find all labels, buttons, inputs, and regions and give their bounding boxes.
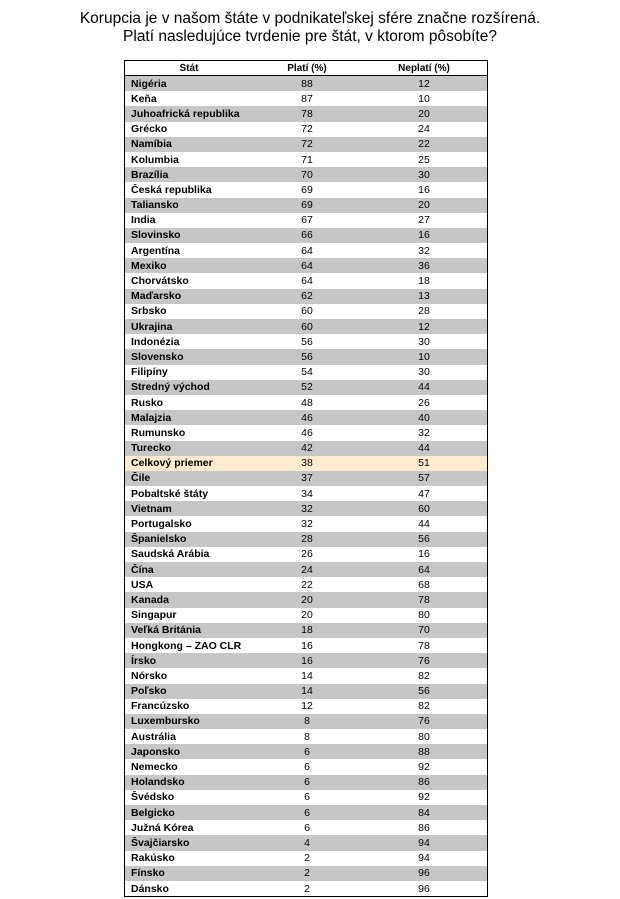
cell-applies: 14 [301,669,313,682]
table-row [125,790,487,805]
cell-not-applies: 68 [418,578,430,591]
table-row [125,182,487,197]
cell-country: Saudská Arábia [131,548,210,561]
table-row [125,319,487,334]
cell-not-applies: 56 [418,685,430,698]
table-row [125,289,487,304]
cell-country: Turecko [131,442,172,455]
table-row [125,577,487,592]
cell-country: Nórsko [131,669,168,682]
cell-applies: 56 [301,335,313,348]
table-row [125,76,487,91]
table-row [125,623,487,638]
table-row [125,349,487,364]
cell-country: Keňa [131,92,157,105]
table-row [125,592,487,607]
cell-country: Fínsko [131,867,165,880]
cell-not-applies: 47 [418,487,430,500]
cell-not-applies: 25 [418,153,430,166]
cell-country: Filipíny [131,366,168,379]
table-row [125,410,487,425]
cell-applies: 8 [304,730,310,743]
cell-not-applies: 10 [418,350,430,363]
cell-country: Indonézia [131,335,180,348]
cell-applies: 71 [301,153,313,166]
cell-not-applies: 16 [418,183,430,196]
cell-country: Kolumbia [131,153,179,166]
table-row [125,744,487,759]
table-row [125,106,487,121]
cell-not-applies: 76 [418,715,430,728]
cell-not-applies: 92 [418,791,430,804]
cell-applies: 46 [301,426,313,439]
cell-applies: 69 [301,183,313,196]
cell-applies: 54 [301,366,313,379]
cell-applies: 62 [301,290,313,303]
cell-country: Celkový priemer [131,457,213,470]
table-row [125,198,487,213]
cell-not-applies: 76 [418,654,430,667]
cell-applies: 69 [301,199,313,212]
cell-applies: 6 [304,745,310,758]
cell-applies: 16 [301,639,313,652]
cell-not-applies: 16 [418,548,430,561]
cell-not-applies: 26 [418,396,430,409]
cell-country: USA [131,578,154,591]
cell-country: Ukrajina [131,320,173,333]
cell-country: Česká republika [131,183,212,196]
cell-not-applies: 70 [418,624,430,637]
cell-country: Španielsko [131,533,187,546]
table-header-row [125,61,487,76]
table-row [125,456,487,471]
cell-applies: 64 [301,275,313,288]
cell-applies: 2 [304,882,310,895]
cell-country: Taliansko [131,199,179,212]
cell-country: Chorvátsko [131,275,189,288]
table-row [125,775,487,790]
cell-not-applies: 24 [418,123,430,136]
cell-applies: 70 [301,168,313,181]
cell-country: Írsko [131,654,157,667]
cell-not-applies: 82 [418,700,430,713]
cell-applies: 66 [301,229,313,242]
table-row [125,638,487,653]
cell-not-applies: 64 [418,563,430,576]
cell-country: Vietnam [131,502,172,515]
cell-applies: 6 [304,806,310,819]
cell-not-applies: 78 [418,593,430,606]
cell-not-applies: 51 [418,457,430,470]
cell-country: Luxembursko [131,715,200,728]
cell-not-applies: 36 [418,259,430,272]
header-country: Štát [179,62,199,74]
cell-not-applies: 10 [418,92,430,105]
table-row [125,441,487,456]
cell-not-applies: 20 [418,107,430,120]
cell-country: Japonsko [131,745,181,758]
cell-not-applies: 16 [418,229,430,242]
cell-not-applies: 28 [418,305,430,318]
cell-applies: 72 [301,123,313,136]
table-row [125,91,487,106]
cell-country: Holandsko [131,776,185,789]
chart-title [0,10,620,46]
cell-not-applies: 80 [418,730,430,743]
cell-not-applies: 12 [418,320,430,333]
cell-applies: 20 [301,593,313,606]
cell-applies: 37 [301,472,313,485]
table-row [125,273,487,288]
cell-applies: 12 [301,700,313,713]
cell-country: Rumunsko [131,426,186,439]
cell-not-applies: 18 [418,275,430,288]
cell-not-applies: 80 [418,609,430,622]
cell-applies: 48 [301,396,313,409]
cell-applies: 88 [301,77,313,90]
cell-applies: 60 [301,305,313,318]
cell-not-applies: 78 [418,639,430,652]
cell-applies: 2 [304,852,310,865]
cell-country: Singapur [131,609,177,622]
cell-applies: 2 [304,867,310,880]
cell-country: Čína [131,563,154,576]
table-row [125,805,487,820]
cell-not-applies: 32 [418,244,430,257]
table-row [125,486,487,501]
title-line-2: Platí nasledujúce tvrdenie pre štát, v ktorom pôsobíte? [123,28,497,45]
table-row [125,820,487,835]
cell-country: India [131,214,156,227]
cell-applies: 26 [301,548,313,561]
cell-applies: 22 [301,578,313,591]
cell-country: Slovinsko [131,229,181,242]
cell-not-applies: 94 [418,852,430,865]
cell-not-applies: 84 [418,806,430,819]
table-row [125,334,487,349]
cell-not-applies: 44 [418,381,430,394]
cell-country: Švajčiarsko [131,836,190,849]
table-row [125,152,487,167]
cell-applies: 52 [301,381,313,394]
cell-country: Namíbia [131,138,172,151]
cell-applies: 64 [301,259,313,272]
table-row [125,167,487,182]
table-row [125,137,487,152]
cell-not-applies: 56 [418,533,430,546]
table-row [125,304,487,319]
cell-applies: 34 [301,487,313,500]
cell-country: Kanada [131,593,169,606]
cell-not-applies: 86 [418,821,430,834]
cell-applies: 24 [301,563,313,576]
table-row [125,866,487,881]
cell-country: Argentína [131,244,181,257]
cell-country: Slovensko [131,350,184,363]
cell-country: Nemecko [131,761,178,774]
table-row [125,501,487,516]
cell-country: Malajzia [131,411,172,424]
cell-country: Poľsko [131,685,167,698]
cell-not-applies: 30 [418,366,430,379]
cell-applies: 46 [301,411,313,424]
cell-country: Stredný východ [131,381,210,394]
table-row [125,395,487,410]
cell-not-applies: 96 [418,867,430,880]
table-row [125,243,487,258]
cell-not-applies: 57 [418,472,430,485]
table-row [125,258,487,273]
cell-country: Belgicko [131,806,175,819]
cell-not-applies: 44 [418,442,430,455]
table-row [125,729,487,744]
cell-not-applies: 27 [418,214,430,227]
cell-not-applies: 96 [418,882,430,895]
table-row [125,881,487,896]
cell-not-applies: 22 [418,138,430,151]
cell-applies: 16 [301,654,313,667]
cell-not-applies: 40 [418,411,430,424]
cell-country: Juhoafrická republika [131,107,240,120]
table-row [125,699,487,714]
cell-applies: 64 [301,244,313,257]
cell-country: Čile [131,472,151,485]
table-row [125,608,487,623]
cell-applies: 72 [301,138,313,151]
cell-applies: 78 [301,107,313,120]
table-row [125,425,487,440]
cell-not-applies: 44 [418,518,430,531]
cell-not-applies: 12 [418,77,430,90]
title-line-1: Korupcia je v našom štáte v podnikateľskej sfére značne rozšírená. [79,10,541,27]
table-row [125,228,487,243]
cell-applies: 6 [304,821,310,834]
header-not-applies: Neplatí (%) [398,62,450,74]
table-row [125,684,487,699]
cell-applies: 42 [301,442,313,455]
cell-not-applies: 86 [418,776,430,789]
cell-applies: 20 [301,609,313,622]
table-row [125,653,487,668]
table-row [125,547,487,562]
table-row [125,365,487,380]
table-row [125,759,487,774]
data-table [124,60,488,897]
cell-country: Južná Kórea [131,821,194,834]
cell-applies: 56 [301,350,313,363]
cell-country: Mexiko [131,259,167,272]
header-applies: Platí (%) [287,62,327,74]
cell-country: Brazília [131,168,169,181]
table-row [125,835,487,850]
cell-country: Švédsko [131,791,175,804]
cell-not-applies: 20 [418,199,430,212]
table-row [125,851,487,866]
table-row [125,380,487,395]
cell-country: Austrália [131,730,176,743]
cell-country: Portugalsko [131,518,192,531]
cell-country: Srbsko [131,305,167,318]
cell-country: Rusko [131,396,164,409]
cell-applies: 60 [301,320,313,333]
table-row [125,532,487,547]
cell-applies: 32 [301,502,313,515]
table-row [125,714,487,729]
cell-not-applies: 92 [418,761,430,774]
cell-applies: 32 [301,518,313,531]
table-row [125,668,487,683]
table-row [125,471,487,486]
cell-country: Maďarsko [131,290,182,303]
cell-not-applies: 88 [418,745,430,758]
cell-not-applies: 60 [418,502,430,515]
cell-applies: 14 [301,685,313,698]
cell-country: Nigéria [131,77,167,90]
cell-not-applies: 32 [418,426,430,439]
cell-applies: 18 [301,624,313,637]
cell-not-applies: 82 [418,669,430,682]
cell-not-applies: 13 [418,290,430,303]
cell-country: Dánsko [131,882,169,895]
table-row [125,562,487,577]
cell-not-applies: 30 [418,168,430,181]
cell-applies: 38 [301,457,313,470]
cell-applies: 4 [304,836,310,849]
cell-not-applies: 30 [418,335,430,348]
cell-country: Rakúsko [131,852,175,865]
cell-applies: 67 [301,214,313,227]
cell-applies: 6 [304,791,310,804]
cell-applies: 87 [301,92,313,105]
cell-not-applies: 94 [418,836,430,849]
table-row [125,213,487,228]
cell-applies: 28 [301,533,313,546]
cell-country: Veľká Británia [131,624,201,637]
cell-country: Hongkong – ZAO CLR [131,639,242,652]
table-row [125,516,487,531]
table-row [125,122,487,137]
cell-applies: 6 [304,761,310,774]
cell-applies: 6 [304,776,310,789]
cell-applies: 8 [304,715,310,728]
cell-country: Pobaltské štáty [131,487,209,500]
cell-country: Grécko [131,123,168,136]
cell-country: Francúzsko [131,700,190,713]
